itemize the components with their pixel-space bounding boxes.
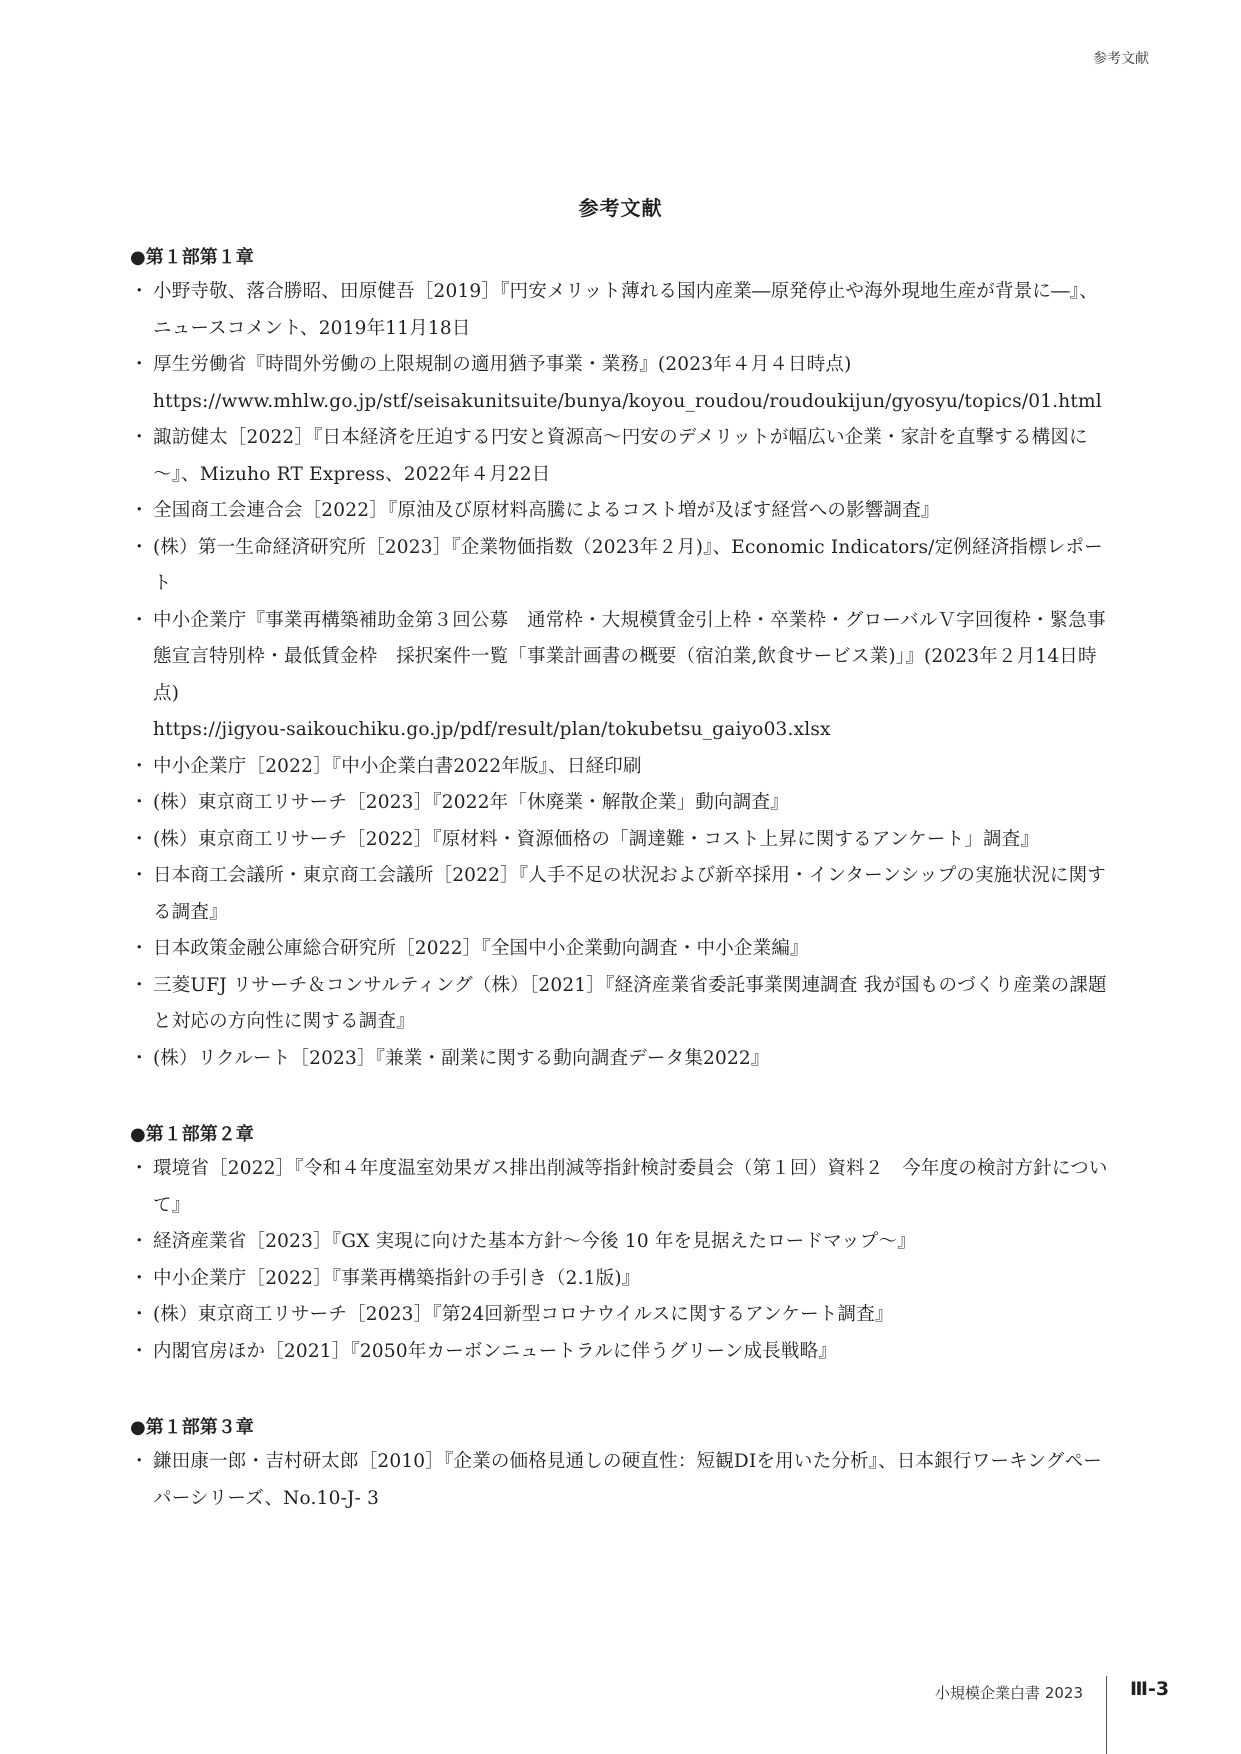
bullet: ・: [130, 828, 149, 850]
reference-text: 小野寺敬、落合勝昭、田原健吾［2019］『円安メリット薄れる国内産業―原発停止や海外現地生産が背景に―』、ニュースコメント、2019年11月18日: [153, 281, 1098, 339]
reference-item: [130, 493, 1115, 530]
reference-item: [130, 1334, 1115, 1371]
reference-list: [130, 1444, 1115, 1517]
reference-text: 中小企業庁［2022］『中小企業白書2022年版』、日経印刷: [153, 755, 642, 777]
bullet: ・: [130, 1231, 149, 1252]
reference-item: [130, 822, 1115, 859]
reference-item: [130, 603, 1115, 749]
bullet: ・: [130, 1267, 149, 1289]
reference-text: (株）東京商工リサーチ［2023］『第24回新型コロナウイルスに関するアンケート調査』: [153, 1304, 894, 1325]
reference-text: 日本政策金融公庫総合研究所［2022］『全国中小企業動向調査・中小企業編』: [153, 938, 809, 959]
reference-item: [130, 968, 1115, 1041]
reference-text: 中小企業庁［2022］『事業再構築指針の手引き（2.1版)』: [153, 1267, 641, 1289]
bullet: ・: [130, 427, 149, 448]
reference-item: [130, 1041, 1115, 1078]
section-part1-chapter3: [130, 1414, 1115, 1517]
reference-item: [130, 420, 1115, 493]
reference-text: 内閣官房ほか［2021］『2050年カーボンニュートラルに伴うグリーン成長戦略』: [153, 1340, 837, 1362]
section-part1-chapter1: [130, 244, 1115, 1077]
reference-text: (株）東京商工リサーチ［2023］『2022年「休廃業・解散企業」動向調査』: [153, 792, 789, 813]
reference-text: 厚生労働省『時間外労働の上限規制の適用猶予事業・業務』(2023年４月４日時点): [153, 354, 852, 375]
bullet: ・: [130, 609, 149, 631]
reference-list: [130, 1151, 1115, 1370]
reference-item: [130, 785, 1115, 822]
section-part1-chapter2: [130, 1121, 1115, 1370]
references-content: [130, 244, 1115, 1561]
reference-item: [130, 1261, 1115, 1298]
bullet: ・: [130, 1047, 149, 1069]
publication-title: 小規模企業白書 2023: [935, 1684, 1083, 1702]
reference-item: [130, 1444, 1115, 1517]
reference-item: [130, 1151, 1115, 1224]
reference-text: (株）東京商工リサーチ［2022］『原材料・資源価格の「調達難・コスト上昇に関するアンケート」調査』: [153, 828, 1040, 850]
section-heading: ●第１部第１章: [130, 247, 254, 268]
reference-text: 鎌田康一郎・吉村研太郎［2010］『企業の価格見通しの硬直性：短観DIを用いた分析』、日本銀行ワーキングペーパーシリーズ、No.10-J- 3: [153, 1451, 1102, 1509]
bullet: ・: [130, 974, 149, 996]
reference-item: [130, 347, 1115, 420]
bullet: ・: [130, 792, 149, 813]
bullet: ・: [130, 1158, 149, 1179]
reference-text: (株）リクルート［2023］『兼業・副業に関する動向調査データ集2022』: [153, 1047, 770, 1069]
running-header: 参考文献: [1093, 51, 1149, 67]
bullet: ・: [130, 500, 149, 521]
reference-item: [130, 1224, 1115, 1261]
reference-text: 三菱UFJ リサーチ＆コンサルティング（株）［2021］『経済産業省委託事業関連調査 我が国ものづくり産業の課題と対応の方向性に関する調査』: [153, 974, 1107, 1032]
section-heading: ●第１部第２章: [130, 1124, 254, 1145]
reference-text: (株）第一生命経済研究所［2023］『企業物価指数（2023年２月)』、Economic Indicators/定例経済指標レポート: [153, 536, 1103, 594]
section-heading: ●第１部第３章: [130, 1417, 254, 1438]
reference-list: [130, 274, 1115, 1077]
reference-text: 環境省［2022］『令和４年度温室効果ガス排出削減等指針検討委員会（第１回）資料２ 今年度の検討方針について』: [153, 1158, 1108, 1216]
reference-url[interactable]: https://www.mhlw.go.jp/stf/seisakunitsuite/bunya/koyou_roudou/roudoukijun/gyosyu/topics/01.html: [153, 390, 1102, 412]
bullet: ・: [130, 1340, 149, 1362]
reference-url[interactable]: https://jigyou-saikouchiku.go.jp/pdf/result/plan/tokubetsu_gaiyo03.xlsx: [153, 719, 831, 740]
bullet: ・: [130, 1304, 149, 1325]
reference-item: [130, 858, 1115, 931]
reference-text: 日本商工会議所・東京商工会議所［2022］『人手不足の状況および新卒採用・インターンシップの実施状況に関する調査』: [153, 865, 1106, 923]
reference-text: 諏訪健太［2022］『日本経済を圧迫する円安と資源高～円安のデメリットが幅広い企業・家計を直撃する構図に～』、Mizuho RT Express、2022年４月22日: [153, 427, 1088, 485]
bullet: ・: [130, 536, 149, 558]
bullet: ・: [130, 938, 149, 959]
bullet: ・: [130, 281, 149, 302]
page-title: 参考文献: [578, 196, 663, 220]
page-number: Ⅲ-3: [1130, 1678, 1170, 1700]
reference-item: [130, 274, 1115, 347]
reference-item: [130, 1297, 1115, 1334]
bullet: ・: [130, 354, 149, 375]
footer-divider: [1106, 1676, 1107, 1754]
reference-text: 全国商工会連合会［2022］『原油及び原材料高騰によるコスト増が及ぼす経営への影響調査』: [153, 500, 940, 521]
bullet: ・: [130, 755, 149, 777]
reference-text: 中小企業庁『事業再構築補助金第３回公募 通常枠・大規模賃金引上枠・卒業枠・グローバルＶ字回復枠・緊急事態宣言特別枠・最低賃金枠 採択案件一覧「事業計画書の概要（宿泊業,飲食サービス業)」』(2023年２月14日時点): [153, 609, 1106, 704]
reference-item: [130, 530, 1115, 603]
bullet: ・: [130, 865, 149, 886]
page-footer: [0, 1676, 1241, 1746]
bullet: ・: [130, 1451, 149, 1472]
reference-item: [130, 931, 1115, 968]
reference-item: [130, 749, 1115, 786]
reference-text: 経済産業省［2023］『GX 実現に向けた基本方針～今後 10 年を見据えたロードマップ～』: [153, 1231, 916, 1252]
